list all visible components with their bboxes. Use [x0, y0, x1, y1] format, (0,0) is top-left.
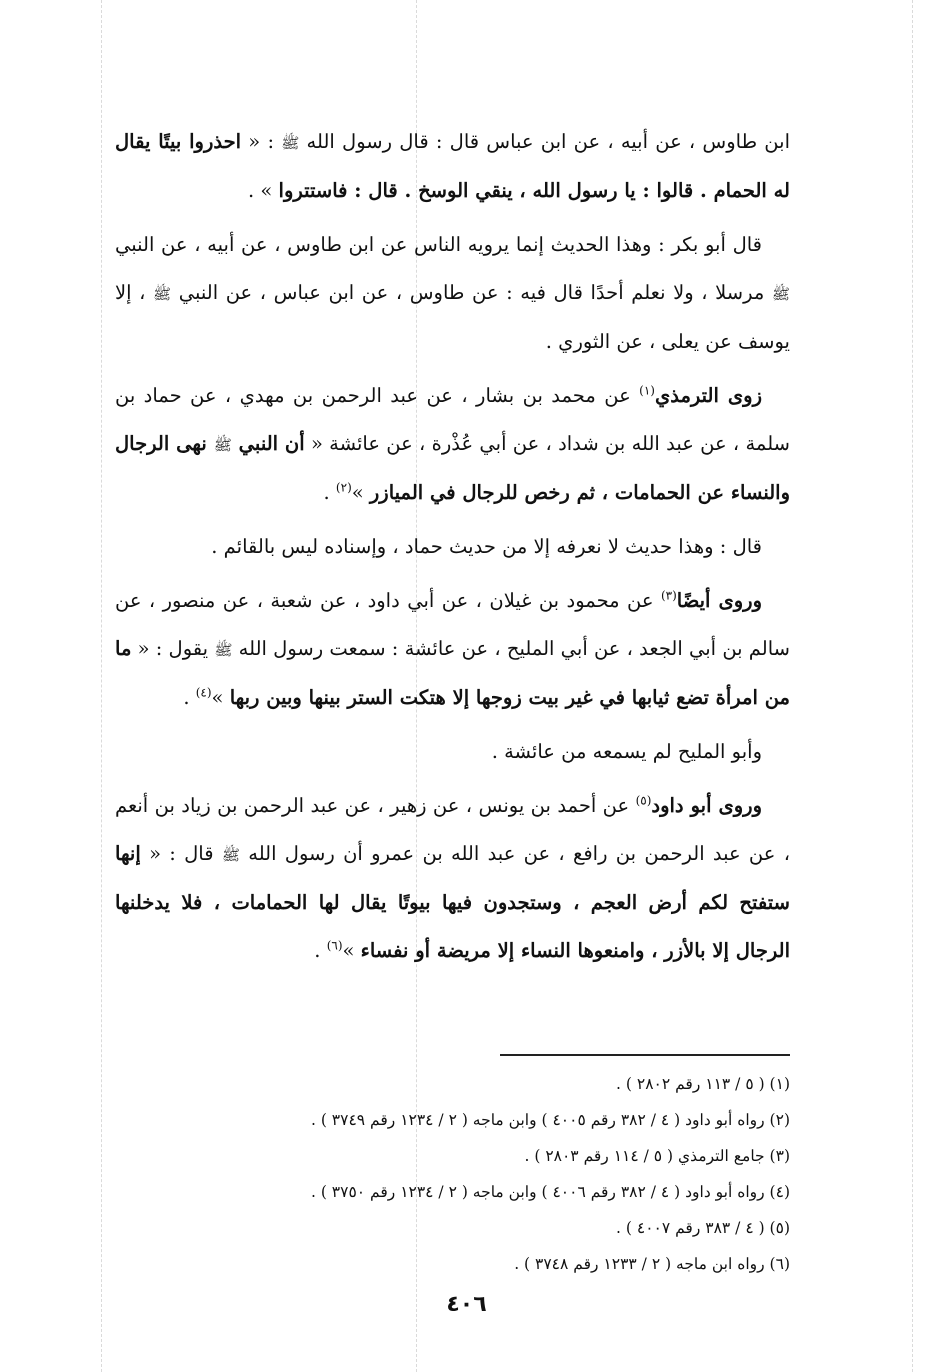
footnote-reference: (٦)	[326, 938, 343, 953]
footnote-reference: (٥)	[635, 793, 652, 808]
text-segment: » .	[248, 179, 279, 202]
honorific-glyph: ﷺ	[771, 285, 790, 303]
honorific-glyph: ﷺ	[153, 285, 172, 303]
text-segment: قال : «	[140, 842, 222, 865]
footnote-reference: (١)	[639, 383, 655, 398]
text-segment: عن محمد بن بشار ، عن عبد الرحمن بن مهدي ، عن حماد بن سلمة ، عن عبد الله بن شداد ، عن أبي عُذْرة ، عن عائشة «	[115, 384, 790, 455]
text-segment: عن أحمد بن يونس ، عن زهير ، عن عبد الرحمن بن زياد بن أنعم ، عن عبد الرحمن بن رافع ، عن عبد الله بن عمرو أن رسول الله	[115, 794, 790, 865]
text-segment: : «	[241, 130, 282, 153]
text-segment: »	[351, 481, 370, 504]
honorific-glyph: ﷺ	[281, 134, 300, 152]
footnote-item: (٥) ( ٤ / ٣٨٣ رقم ٤٠٠٧ ) .	[616, 1219, 790, 1237]
text-segment: يقول : «	[131, 637, 215, 660]
footnote-item: (٦) رواه ابن ماجه ( ٢ / ١٢٣٣ رقم ٣٧٤٨ ) .	[514, 1255, 790, 1273]
paragraph-p5	[115, 577, 790, 722]
honorific-glyph: ﷺ	[221, 846, 240, 864]
text-segment: قال : وهذا حديث لا نعرفه إلا من حديث حماد ، وإسناده ليس بالقائم .	[211, 535, 762, 558]
text-segment: عن محمود بن غيلان ، عن أبي داود ، عن شعبة ، عن منصور ، عن سالم بن أبي الجعد ، عن أبي المليح ، عن عائشة : سمعت رسول الله	[115, 589, 791, 660]
hadith-text: زوى الترمذي	[654, 384, 762, 407]
footnote-reference: (٤)	[195, 685, 212, 700]
scan-artifact-line	[101, 0, 102, 1372]
footnote-item: (٢) رواه أبو داود ( ٤ / ٣٨٢ رقم ٤٠٠٥ ) وابن ماجه ( ٢ / ١٢٣٤ رقم ٣٧٤٩ ) .	[310, 1111, 790, 1129]
text-segment: ابن طاوس ، عن أبيه ، عن ابن عباس قال : قال رسول الله	[299, 130, 790, 153]
text-segment: ، إلا يوسف عن يعلى ، عن الثوري .	[115, 281, 790, 353]
text-segment: .	[314, 939, 327, 962]
paragraph-p4	[115, 523, 790, 571]
page-number: ٤٠٦	[446, 1292, 487, 1317]
footnotes	[115, 1066, 790, 1282]
hadith-text: إنها ستفتح لكم أرض العجم ، وستجدون فيها بيوتًا يقال لها الحمامات ، فلا يدخلنها الرجال إلا بالأزر ، وامنعوها النساء إلا مريضة أو نفساء	[115, 842, 790, 962]
footnote-reference: (٢)	[335, 480, 352, 495]
scan-artifact-line	[912, 0, 913, 1372]
hadith-text: احذروا بيتًا يقال له الحمام . قالوا : يا رسول الله ، ينقي الوسخ . قال : فاستتروا	[115, 130, 790, 202]
hadith-text: وروى أيضًا	[676, 589, 763, 612]
honorific-glyph: ﷺ	[214, 641, 233, 659]
paragraph-p2	[115, 221, 790, 366]
hadith-text: أن النبي	[231, 432, 305, 455]
hadith-text: وروى أبو داود	[651, 794, 762, 817]
paragraph-p1	[115, 118, 790, 215]
text-segment: »	[342, 939, 361, 962]
paragraph-p7	[115, 782, 790, 975]
footnote-item: (١) ( ٥ / ١١٣ رقم ٢٨٠٢ ) .	[616, 1075, 790, 1093]
text-segment: .	[323, 481, 336, 504]
footnote-item: (٣) جامع الترمذي ( ٥ / ١١٤ رقم ٢٨٠٣ ) .	[524, 1147, 790, 1165]
text-segment: وأبو المليح لم يسمعه من عائشة .	[491, 740, 762, 763]
main-text	[115, 118, 790, 981]
text-segment: قال أبو بكر : وهذا الحديث إنما يرويه الناس عن ابن طاوس ، عن أبيه ، عن النبي	[115, 233, 762, 256]
honorific-glyph: ﷺ	[213, 436, 232, 454]
footnote-item: (٤) رواه أبو داود ( ٤ / ٣٨٢ رقم ٤٠٠٦ ) وابن ماجه ( ٢ / ١٢٣٤ رقم ٣٧٥٠ ) .	[310, 1183, 790, 1201]
text-segment: مرسلا ، ولا نعلم أحدًا قال فيه : عن طاوس ، عن ابن عباس ، عن النبي	[171, 281, 772, 304]
text-segment: »	[211, 686, 230, 709]
paragraph-p3	[115, 372, 790, 517]
paragraph-p6	[115, 728, 790, 776]
text-segment: .	[183, 686, 196, 709]
footnote-separator	[500, 1054, 790, 1056]
hadith-text: ما من امرأة تضع ثيابها في غير بيت زوجها إلا هتكت الستر بينها وبين ربها	[115, 637, 790, 709]
hadith-text: نهى الرجال والنساء عن الحمامات ، ثم رخص للرجال في الميازر	[115, 432, 790, 504]
footnote-reference: (٣)	[660, 588, 677, 603]
